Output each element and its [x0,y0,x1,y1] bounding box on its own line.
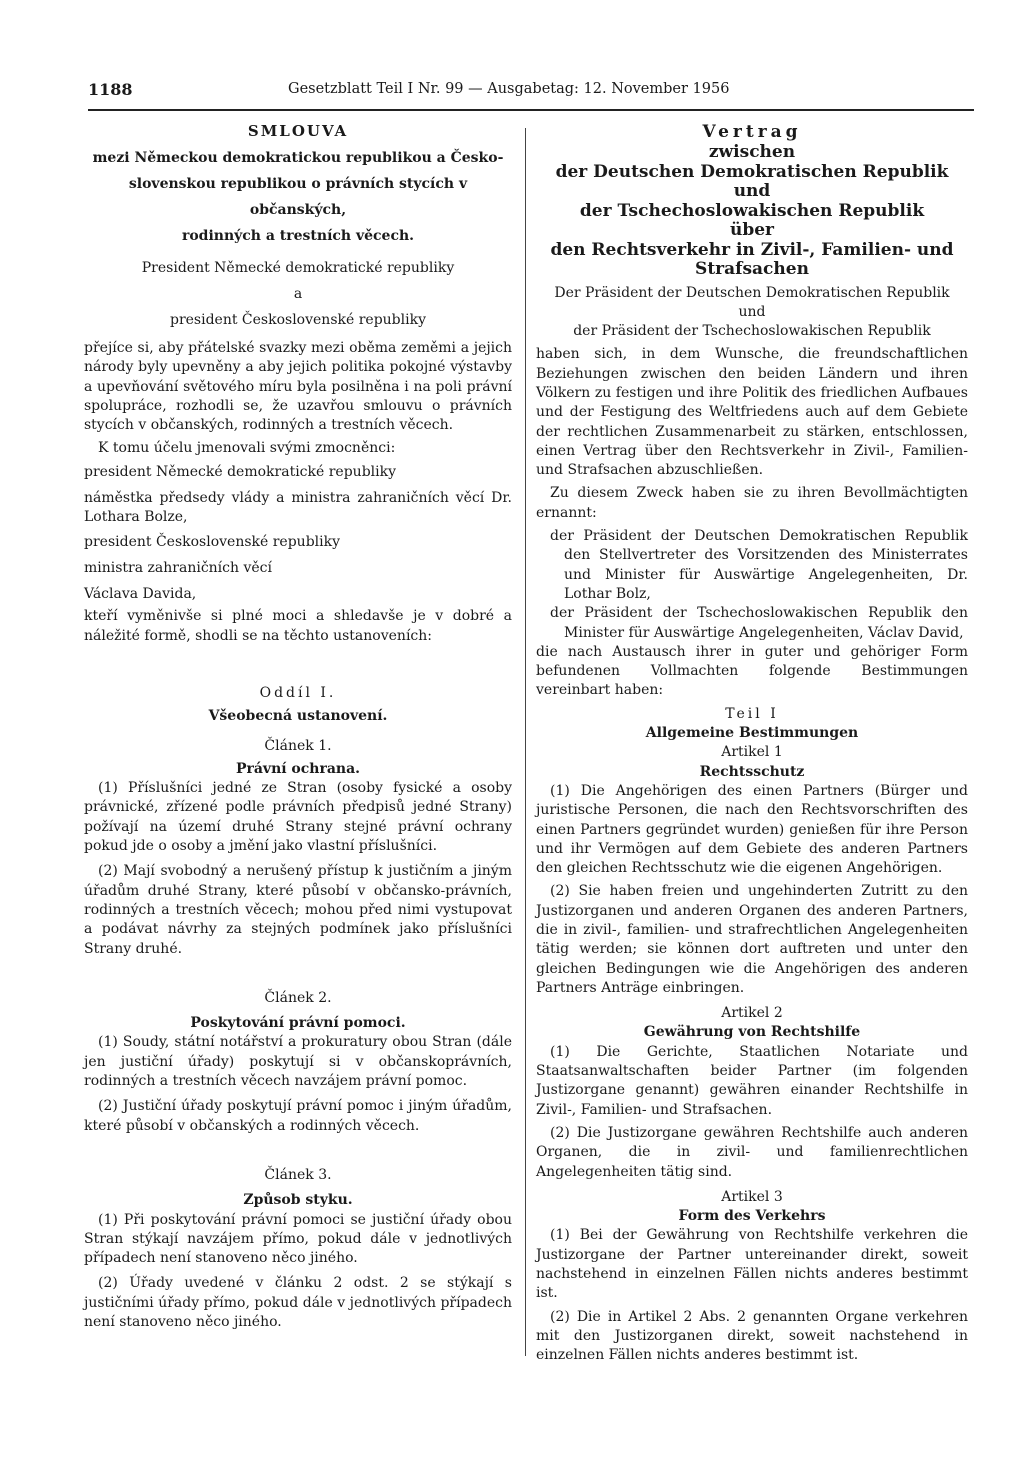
page-header [88,80,974,106]
german-section-title: Allgemeine Bestimmungen [645,725,859,742]
czech-article-title: Poskytování právní pomoci. [190,1015,406,1032]
german-article-title: Gewährung von Rechtshilfe [643,1024,861,1041]
german-appointment-intro: Zu diesem Zweck haben sie zu ihren Bevollmächtigten ernannt: [536,485,968,521]
czech-closing: kteří vyměnivše si plné moci a shledavše je v dobré a náležité formě, shodli se na těchto ustanoveních: [84,608,512,644]
german-article-title: Form des Verkehrs [678,1208,826,1225]
german-party-conjunction: und [738,303,766,320]
german-subtitle-line: und [733,181,771,201]
czech-appointment-intro: K tomu účelu jmenovali svými zmocněnci: [98,440,396,457]
czech-party: President Německé demokratické republiky [141,260,455,276]
czech-section-title: Všeobecná ustanovení. [208,708,388,725]
czech-plenipotentiary: president Německé demokratické republiky [84,463,396,480]
german-subtitle-line: der Deutschen Demokratischen Republik [555,161,949,182]
czech-party-conjunction: a [293,286,303,302]
czech-paragraph: (2) Mají svobodný a nerušený přístup k justičním a jiným úřadům druhé Strany, které působí v občansko-právních, rodinných a trestních věcech; mohou před nimi vystupovat a podávat návrhy za stejných podmínek jako příslušníci Strany druhé. [84,863,512,957]
german-title: Vertrag [702,122,802,142]
german-subtitle-line: zwischen [708,142,796,162]
czech-paragraph: (1) Soudy, státní notářství a prokuratury obou Stran (dále jen justiční úřady) poskytují si v občanskoprávních, rodinných a trestních věcech navzájem právní pomoc. [84,1034,512,1090]
czech-article-heading: Článek 3. [264,1166,332,1183]
czech-article-title: Způsob styku. [243,1192,353,1209]
german-subtitle-line: über [729,220,775,240]
german-paragraph: (2) Sie haben freien und ungehinderten Zutritt zu den Justizorganen und anderen Organen des anderen Partners, die in zivil-, familien- und strafrechtlichen Angelegenheiten tätig werden; sie können dort auftreten und unter den gleichen Bedingungen wie die Angehörigen des anderen Partners Anträge einbringen. [536,883,968,996]
german-subtitle-line: Strafsachen [695,259,809,279]
czech-subtitle-line: mezi Německou demokratickou republikou a Česko- [92,150,504,166]
german-subtitle-line: den Rechtsverkehr in Zivil-, Familien- und [550,239,954,260]
czech-paragraph: (2) Úřady uvedené v článku 2 odst. 2 se stýkají s justičními úřady přímo, pokud dále v jednotlivých případech není stanoveno něco jiného. [84,1275,512,1330]
german-preamble: haben sich, in dem Wunsche, die freundschaftlichen Beziehungen zwischen den beiden Ländern und ihren Völkern zu festigen und ihre Politik des friedlichen Aufbaues und der Festigung des Weltfriedens auch auf dem Gebiete der rechtlichen Zusammenarbeit zu stärken, entschlossen, einen Vertrag über den Rechtsverkehr in Zivil-, Familien- und Strafsachen abzuschließen. [536,346,968,479]
czech-paragraph: (1) Příslušníci jedné ze Stran (osoby fysické a osoby právnické, zřízené podle právních předpisů jedné Strany) požívají na území druhé Strany stejné právní ochrany pokud jde o osoby a jmění jako vlastní příslušníci. [84,780,512,855]
german-plenipotentiary: der Präsident der Deutschen Demokratischen Republik den Stellvertreter des Vorsitzenden des Ministerrates und Minister für Auswärtige Angelegenheiten, Dr. Lothar Bolz, [550,528,968,602]
czech-section-heading: Oddíl I. [259,684,337,701]
german-paragraph: (2) Die Justizorgane gewähren Rechtshilfe auch anderen Organen, die in zivil- und familienrechtlichen Angelegenheiten tätig sind. [536,1124,968,1180]
german-plenipotentiary: der Präsident der Tschechoslowakischen Republik den Minister für Auswärtige Angelegenheiten, Václav David, [550,605,968,641]
german-column [536,121,968,1366]
czech-paragraph: (1) Při poskytování právní pomoci se justiční úřady obou Stran stýkají navzájem přímo, pokud dále v jednotlivých případech není stanoveno něco jiného. [84,1211,512,1267]
header-rule [88,109,974,111]
german-article-heading: Artikel 2 [721,1005,783,1022]
czech-plenipotentiary: president Československé republiky [84,534,341,551]
czech-column [84,121,512,1332]
czech-subtitle-line: slovenskou republikou o právních stycích v občanských, [128,176,468,218]
column-divider [525,128,526,1356]
german-paragraph: (1) Die Angehörigen des einen Partners (Bürger und juristische Personen, die nach den Rechtsvorschriften des einen Partners gegründet wurden) genießen für ihre Person und ihr Vermögen auf dem Gebiete des anderen Partners den gleichen Rechtsschutz wie die eigenen Angehörigen. [536,782,968,877]
german-article-heading: Artikel 1 [721,744,783,761]
german-party: der Präsident der Tschechoslowakischen Republik [573,323,931,340]
czech-paragraph: (2) Justiční úřady poskytují právní pomoc i jiným úřadům, které působí v občanských a rodinných věcech. [84,1098,512,1134]
czech-preamble: přejíce si, aby přátelské svazky mezi oběma zeměmi a jejich národy byly upevněny a aby jejich politika pokojné výstavby a upevňování světového míru byla posilněna i na poli právní spolupráce, rozhodli se, že uzavřou smlouvu o právních stycích v občanských, rodinných a trestních věcech. [84,340,512,434]
german-paragraph: (1) Die Gerichte, Staatlichen Notariate und Staatsanwaltschaften beider Partner (im folgenden Justizorgane genannt) gewähren einander Rechtshilfe in Zivil-, Familien- und Strafsachen. [536,1043,968,1118]
page-number: 1188 [88,80,133,99]
german-party: Der Präsident der Deutschen Demokratischen Republik [554,284,950,301]
german-subtitle-line: der Tschechoslowakischen Republik [579,200,925,221]
czech-plenipotentiary: Václava Davida, [84,586,197,603]
gazette-title: Gesetzblatt Teil I Nr. 99 — Ausgabetag: 12. November 1956 [288,81,730,97]
german-paragraph: (1) Bei der Gewährung von Rechtshilfe verkehren die Justizorgane der Partner untereinander direkt, soweit nachstehend in einzelnen Fällen nichts anderes bestimmt ist. [536,1227,968,1302]
czech-article-heading: Článek 2. [264,989,332,1006]
german-closing: die nach Austausch ihrer in guter und gehöriger Form befundenen Vollmachten folgende Bestimmungen vereinbart haben: [536,643,968,699]
czech-article-title: Právní ochrana. [235,760,361,777]
german-paragraph: (2) Die in Artikel 2 Abs. 2 genannten Organe verkehren mit den Justizorganen direkt, soweit nachstehend in einzelnen Fällen nichts anderes bestimmt ist. [536,1308,968,1364]
czech-plenipotentiary: náměstka předsedy vlády a ministra zahraničních věcí Dr. Lothara Bolze, [84,489,512,526]
czech-article-heading: Článek 1. [264,737,332,754]
czech-plenipotentiary: ministra zahraničních věcí [84,560,272,577]
czech-subtitle-line: rodinných a trestních věcech. [181,228,415,244]
german-article-heading: Artikel 3 [721,1188,783,1205]
german-section-heading: Teil I [725,705,779,722]
czech-title: SMLOUVA [247,122,349,140]
czech-party: president Československé republiky [169,312,426,328]
german-article-title: Rechtsschutz [699,763,805,780]
